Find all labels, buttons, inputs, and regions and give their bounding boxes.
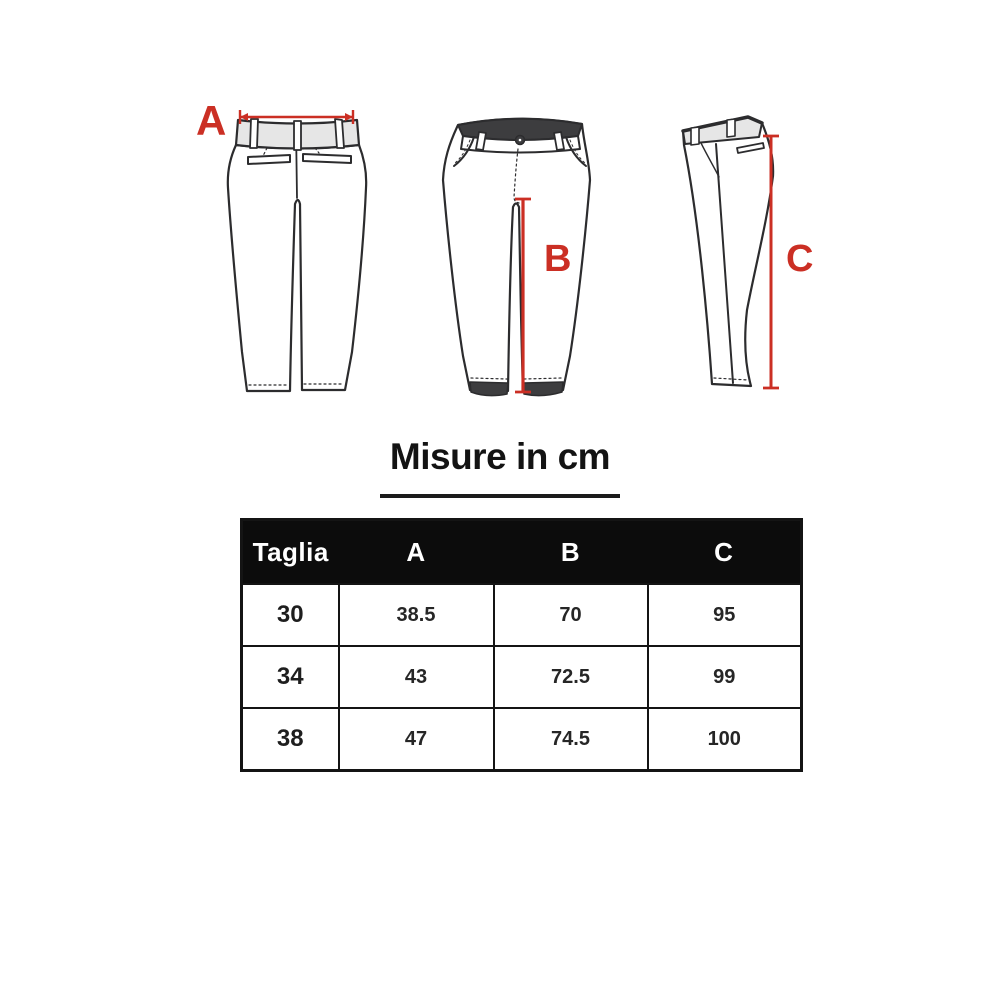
size-row-38 [242,708,802,771]
pants-back-view-drawing [215,100,375,410]
measure-label-b: B [544,238,572,280]
size-table [240,518,803,772]
value-cell: 72.5 [494,646,648,708]
size-row-34 [242,646,802,708]
value-cell: 74.5 [494,708,648,771]
value-cell: 47 [339,708,494,771]
belt-loop [250,119,258,148]
size-cell: 38 [242,708,339,771]
value-cell: 95 [648,584,802,646]
leg-opening [523,382,563,396]
value-cell: 99 [648,646,802,708]
belt-loop [294,121,301,150]
value-cell: 100 [648,708,802,771]
header-cell-a: A [339,520,494,585]
belt-loop [691,127,699,145]
size-cell: 34 [242,646,339,708]
header-cell-c: C [648,520,802,585]
measure-label-a: A [196,97,227,144]
belt-loop [335,119,344,148]
pants-front-view-drawing [430,100,610,410]
value-cell: 43 [339,646,494,708]
measure-label-c: C [786,238,814,280]
belt-loop [727,119,735,137]
page-title: Misure in cm [389,436,611,477]
header-cell-b: B [494,520,648,585]
size-row-30 [242,584,802,646]
back-pocket [303,154,351,163]
size-cell: 30 [242,584,339,646]
value-cell: 38.5 [339,584,494,646]
value-cell: 70 [494,584,648,646]
header-cell-taglia: Taglia [242,520,339,585]
back-pocket [248,155,290,164]
title-underline [380,494,620,498]
size-table-header-row [242,520,802,585]
leg-opening [470,382,508,396]
